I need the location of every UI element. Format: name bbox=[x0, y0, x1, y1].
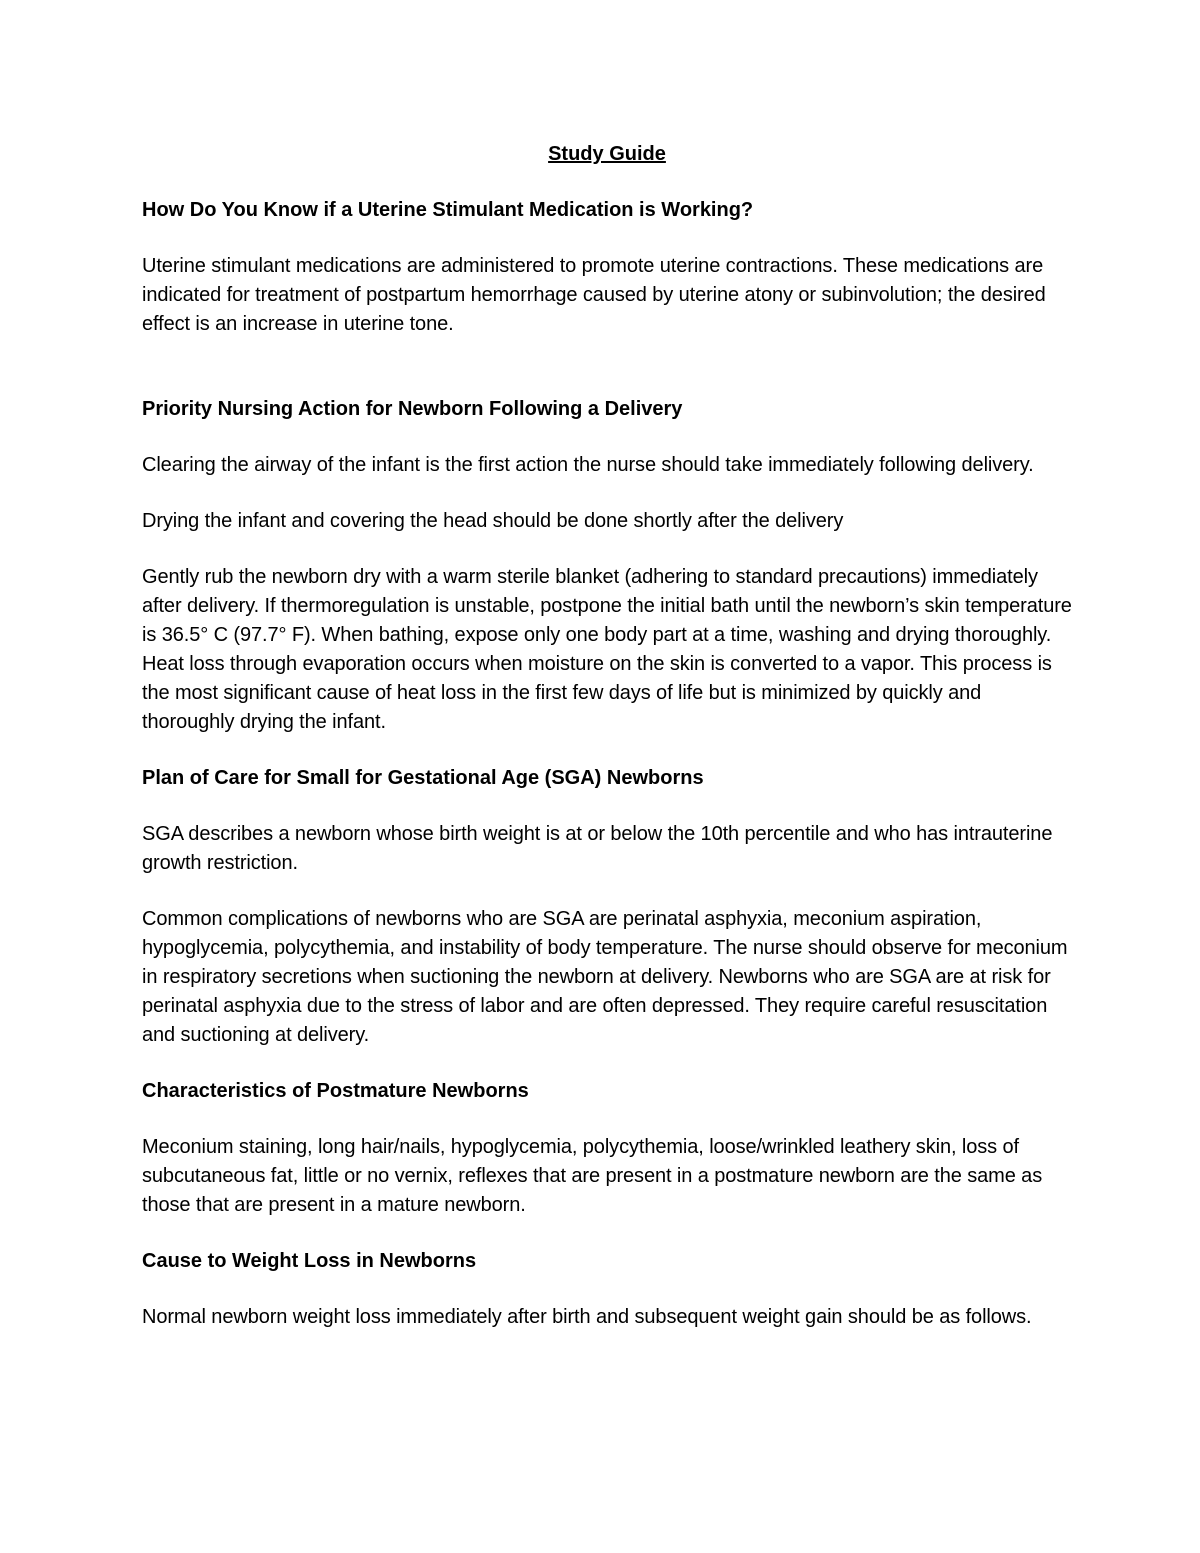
section-heading-uterine-stimulant: How Do You Know if a Uterine Stimulant Medication is Working? bbox=[142, 199, 754, 221]
paragraph: SGA describes a newborn whose birth weight is at or below the 10th percentile and who has intrauterine growth restriction. bbox=[142, 823, 1053, 874]
section-heading-weight-loss: Cause to Weight Loss in Newborns bbox=[142, 1250, 477, 1272]
paragraph: Uterine stimulant medications are administered to promote uterine contractions. These medications are indicated for treatment of postpartum hemorrhage caused by uterine atony or subinvolution; the desired effect is an increase in uterine tone. bbox=[142, 255, 1046, 335]
section-heading-sga-newborns: Plan of Care for Small for Gestational Age (SGA) Newborns bbox=[142, 767, 704, 789]
page-title: Study Guide bbox=[548, 143, 666, 165]
paragraph: Common complications of newborns who are SGA are perinatal asphyxia, meconium aspiration, hypoglycemia, polycythemia, and instability of body temperature. The nurse should observe for meconium in respiratory secretions when suctioning the newborn at delivery. Newborns who are SGA are at risk for perinatal asphyxia due to the stress of labor and are often depressed. They require careful resuscitation and suctioning at delivery. bbox=[142, 908, 1068, 1046]
section-heading-postmature-newborns: Characteristics of Postmature Newborns bbox=[142, 1080, 529, 1102]
section-heading-priority-nursing-action: Priority Nursing Action for Newborn Following a Delivery bbox=[142, 398, 683, 420]
paragraph: Drying the infant and covering the head should be done shortly after the delivery bbox=[142, 510, 844, 532]
paragraph: Clearing the airway of the infant is the first action the nurse should take immediately following delivery. bbox=[142, 454, 1034, 476]
paragraph: Meconium staining, long hair/nails, hypoglycemia, polycythemia, loose/wrinkled leathery skin, loss of subcutaneous fat, little or no vernix, reflexes that are present in a postmature newborn are the same as those that are present in a mature newborn. bbox=[142, 1136, 1043, 1216]
document-body bbox=[142, 140, 1072, 1359]
paragraph: Normal newborn weight loss immediately after birth and subsequent weight gain should be as follows. bbox=[142, 1306, 1032, 1328]
paragraph: Gently rub the newborn dry with a warm sterile blanket (adhering to standard precautions) immediately after delivery. If thermoregulation is unstable, postpone the initial bath until the newborn’s skin temperature is 36.5° C (97.7° F). When bathing, expose only one body part at a time, washing and drying thoroughly. Heat loss through evaporation occurs when moisture on the skin is converted to a vapor. This process is the most significant cause of heat loss in the first few days of life but is minimized by quickly and thoroughly drying the infant. bbox=[142, 566, 1072, 733]
